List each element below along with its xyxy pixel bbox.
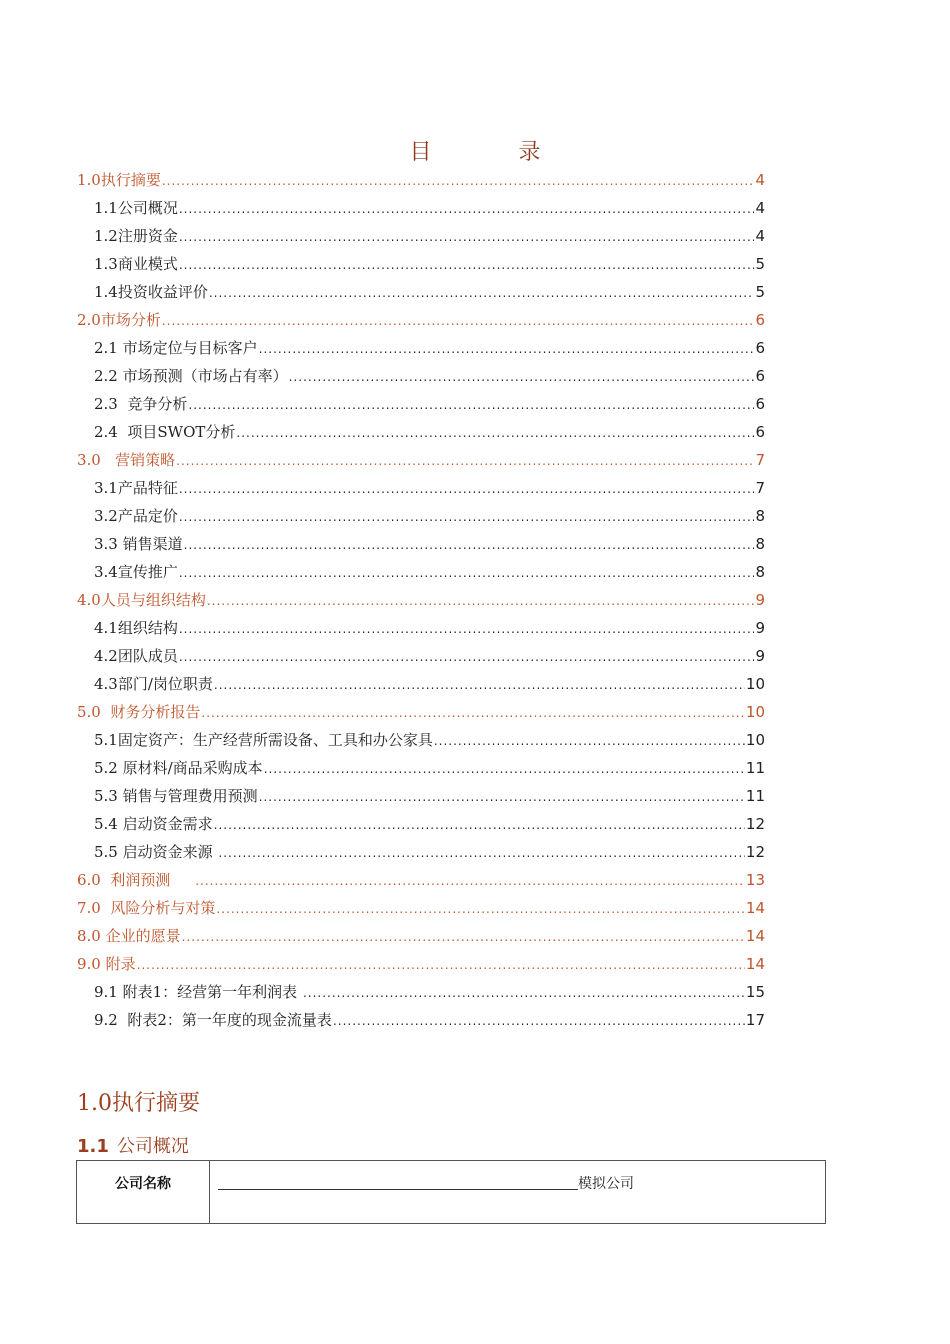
toc-dot-leader — [179, 195, 755, 223]
toc-entry-page: 9 — [755, 619, 765, 637]
toc-entry[interactable] — [77, 614, 765, 642]
toc-entry-page: 7 — [755, 451, 765, 469]
toc-entry[interactable] — [77, 306, 765, 334]
toc-entry-page: 9 — [755, 647, 765, 665]
toc-entry-label: 1.0执行摘要 — [77, 171, 161, 189]
fill-in-line — [218, 1175, 578, 1190]
toc-dot-leader — [218, 839, 745, 867]
company-info-table — [76, 1160, 826, 1224]
toc-entry-page: 6 — [755, 367, 765, 385]
toc-entry[interactable] — [77, 810, 765, 838]
toc-entry[interactable] — [77, 670, 765, 698]
toc-entry[interactable] — [77, 166, 765, 194]
toc-entry-label: 1.2注册资金 — [94, 227, 178, 245]
toc-entry[interactable] — [77, 754, 765, 782]
toc-entry-label: 3.4宣传推广 — [94, 563, 178, 581]
toc-entry[interactable] — [77, 922, 765, 950]
table-of-contents — [77, 166, 765, 1034]
toc-entry-label: 3.3 销售渠道 — [94, 535, 183, 553]
toc-entry-page: 11 — [745, 759, 765, 777]
toc-entry[interactable] — [77, 698, 765, 726]
toc-entry-page: 5 — [755, 255, 765, 273]
toc-entry[interactable] — [77, 894, 765, 922]
toc-entry-label: 5.4 启动资金需求 — [94, 815, 213, 833]
toc-entry[interactable] — [77, 726, 765, 754]
toc-entry[interactable] — [77, 950, 765, 978]
toc-entry-page: 9 — [755, 591, 765, 609]
toc-entry-page: 12 — [745, 815, 765, 833]
toc-entry-label: 7.0 风险分析与对策 — [77, 899, 216, 917]
toc-dot-leader — [236, 419, 754, 447]
toc-entry-page: 17 — [745, 1011, 765, 1029]
toc-entry[interactable] — [77, 222, 765, 250]
toc-entry[interactable] — [77, 446, 765, 474]
toc-entry-page: 4 — [755, 171, 765, 189]
toc-dot-leader — [188, 391, 754, 419]
subsection-title: 公司概况 — [116, 1136, 189, 1157]
toc-dot-leader — [179, 223, 755, 251]
toc-entry-label: 5.2 原材料/商品采购成本 — [94, 759, 263, 777]
toc-entry-page: 15 — [745, 983, 765, 1001]
toc-entry[interactable] — [77, 558, 765, 586]
toc-entry-label: 9.2 附表2：第一年度的现金流量表 — [94, 1011, 332, 1029]
toc-entry-page: 6 — [755, 311, 765, 329]
toc-entry-page: 6 — [755, 339, 765, 357]
toc-dot-leader — [333, 1007, 745, 1035]
section-heading: 1.0执行摘要 — [77, 1091, 200, 1116]
toc-entry-label: 5.1固定资产：生产经营所需设备、工具和办公家具 — [94, 731, 433, 749]
toc-dot-leader — [179, 503, 755, 531]
toc-entry[interactable] — [77, 530, 765, 558]
toc-dot-leader — [137, 951, 745, 979]
company-name-cell — [210, 1161, 826, 1224]
toc-entry[interactable] — [77, 978, 765, 1006]
toc-entry-page: 14 — [745, 955, 765, 973]
toc-entry-label: 1.3商业模式 — [94, 255, 178, 273]
toc-dot-leader — [201, 699, 745, 727]
toc-entry[interactable] — [77, 502, 765, 530]
toc-dot-leader — [214, 671, 745, 699]
toc-entry-label: 5.5 启动资金来源 — [94, 843, 218, 861]
toc-entry-label: 4.1组织结构 — [94, 619, 178, 637]
company-name-value: 模拟公司 — [578, 1176, 634, 1192]
toc-entry[interactable] — [77, 390, 765, 418]
subsection-heading — [77, 1132, 189, 1158]
toc-entry-label: 3.2产品定价 — [94, 507, 178, 525]
toc-dot-leader — [179, 559, 755, 587]
toc-entry-page: 14 — [745, 927, 765, 945]
toc-entry[interactable] — [77, 866, 765, 894]
toc-dot-leader — [259, 335, 755, 363]
toc-entry-label: 6.0 利润预测 — [77, 871, 195, 889]
toc-dot-leader — [434, 727, 745, 755]
toc-dot-leader — [179, 475, 755, 503]
toc-entry[interactable] — [77, 362, 765, 390]
toc-entry-label: 1.4投资收益评价 — [94, 283, 208, 301]
toc-entry-page: 11 — [745, 787, 765, 805]
toc-dot-leader — [216, 895, 745, 923]
toc-entry[interactable] — [77, 334, 765, 362]
toc-entry[interactable] — [77, 474, 765, 502]
toc-dot-leader — [264, 755, 745, 783]
toc-entry-page: 6 — [755, 395, 765, 413]
toc-entry-label: 4.3部门/岗位职责 — [94, 675, 213, 693]
toc-dot-leader — [176, 447, 754, 475]
toc-entry-page: 10 — [745, 703, 765, 721]
toc-entry[interactable] — [77, 642, 765, 670]
toc-entry-label: 1.1公司概况 — [94, 199, 178, 217]
toc-dot-leader — [207, 587, 755, 615]
toc-entry-page: 4 — [755, 227, 765, 245]
toc-dot-leader — [259, 783, 745, 811]
toc-entry[interactable] — [77, 782, 765, 810]
toc-entry-page: 8 — [755, 563, 765, 581]
toc-dot-leader — [209, 279, 755, 307]
toc-dot-leader — [162, 167, 755, 195]
company-name-label: 公司名称 — [77, 1161, 210, 1224]
toc-entry[interactable] — [77, 586, 765, 614]
toc-entry-label: 4.0人员与组织结构 — [77, 591, 206, 609]
toc-dot-leader — [214, 811, 745, 839]
toc-entry-page: 6 — [755, 423, 765, 441]
toc-entry[interactable] — [77, 1006, 765, 1034]
toc-entry-label: 5.0 财务分析报告 — [77, 703, 201, 721]
toc-entry-page: 10 — [745, 675, 765, 693]
toc-entry-label: 2.2 市场预测（市场占有率） — [94, 367, 288, 385]
toc-title: 目 录 — [409, 140, 581, 165]
toc-entry-label: 4.2团队成员 — [94, 647, 178, 665]
toc-dot-leader — [182, 923, 745, 951]
toc-entry-label: 8.0 企业的愿景 — [77, 927, 181, 945]
toc-entry[interactable] — [77, 250, 765, 278]
toc-entry-page: 8 — [755, 535, 765, 553]
toc-entry-page: 7 — [755, 479, 765, 497]
toc-entry[interactable] — [77, 838, 765, 866]
toc-entry[interactable] — [77, 194, 765, 222]
toc-entry-label: 3.0 营销策略 — [77, 451, 176, 469]
toc-dot-leader — [303, 979, 745, 1007]
toc-entry-label: 2.4 项目SWOT分析 — [94, 423, 236, 441]
subsection-number: 1.1 — [77, 1136, 109, 1157]
toc-entry-page: 13 — [745, 871, 765, 889]
toc-entry[interactable] — [77, 278, 765, 306]
toc-entry-page: 14 — [745, 899, 765, 917]
toc-entry-page: 10 — [745, 731, 765, 749]
toc-dot-leader — [289, 363, 755, 391]
toc-dot-leader — [179, 643, 755, 671]
toc-entry-page: 12 — [745, 843, 765, 861]
toc-entry-label: 3.1产品特征 — [94, 479, 178, 497]
toc-dot-leader — [195, 867, 745, 895]
toc-entry-label: 9.1 附表1：经营第一年利润表 — [94, 983, 302, 1001]
toc-entry-page: 5 — [755, 283, 765, 301]
toc-entry-page: 8 — [755, 507, 765, 525]
toc-entry-page: 4 — [755, 199, 765, 217]
toc-entry-label: 9.0 附录 — [77, 955, 136, 973]
toc-entry-label: 5.3 销售与管理费用预测 — [94, 787, 258, 805]
toc-entry[interactable] — [77, 418, 765, 446]
toc-dot-leader — [179, 251, 755, 279]
toc-entry-label: 2.1 市场定位与目标客户 — [94, 339, 258, 357]
toc-dot-leader — [184, 531, 755, 559]
toc-dot-leader — [162, 307, 755, 335]
toc-dot-leader — [179, 615, 755, 643]
toc-entry-label: 2.3 竞争分析 — [94, 395, 188, 413]
table-row — [77, 1161, 826, 1224]
toc-entry-label: 2.0市场分析 — [77, 311, 161, 329]
